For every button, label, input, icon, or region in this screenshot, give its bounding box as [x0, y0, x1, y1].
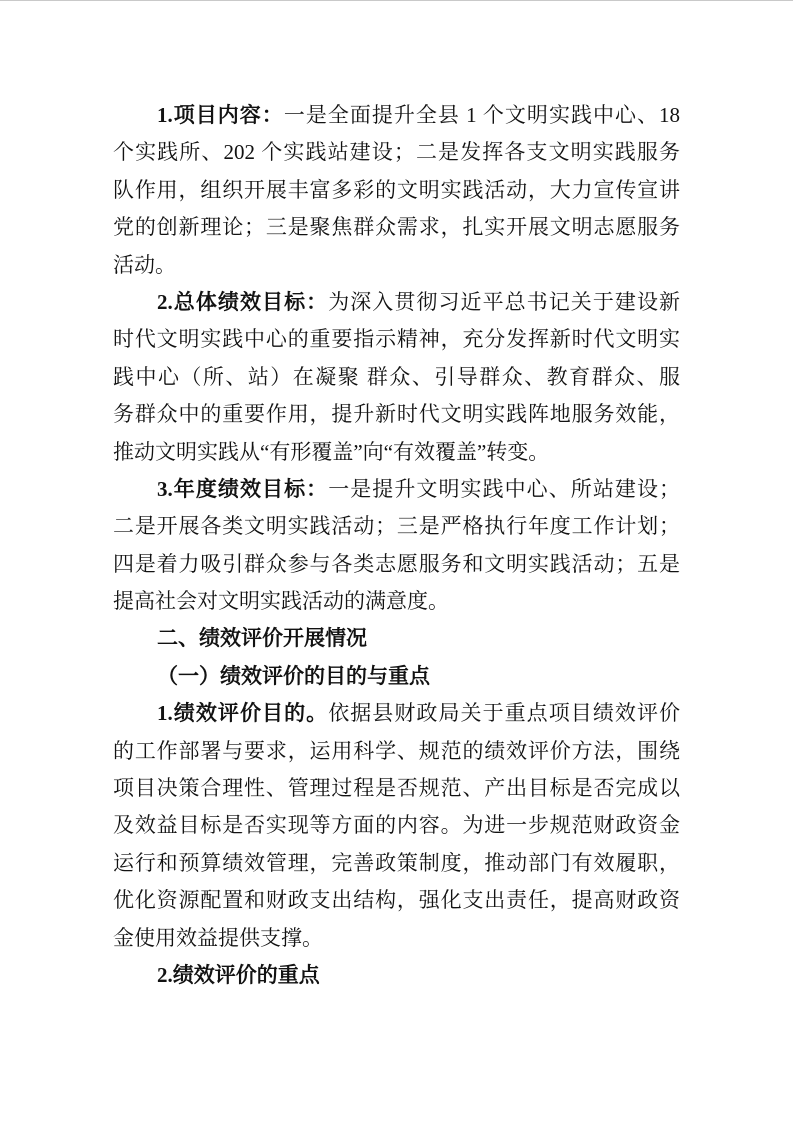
document-body: [113, 97, 680, 994]
line-text: 及效益目标是否实现等方面的内容。为进一步规范财政资金: [113, 813, 680, 838]
bold-lead: 1.绩效评价目的。: [157, 701, 329, 726]
line-text: 的工作部署与要求，运用科学、规范的绩效评价方法，围绕: [113, 738, 680, 763]
bold-lead: 2.总体绩效目标：: [157, 289, 329, 314]
paragraph-line: [113, 770, 680, 807]
bold-lead: 3.年度绩效目标：: [157, 476, 329, 501]
paragraph-line: [113, 434, 680, 471]
line-text: 二是开展各类文明实践活动；三是严格执行年度工作计划；: [113, 514, 680, 539]
line-text: 一是提升文明实践中心、所站建设；: [328, 476, 680, 501]
paragraph-line: [113, 733, 680, 770]
paragraph-line: [113, 583, 680, 620]
line-text: 依据县财政局关于重点项目绩效评价: [328, 701, 680, 726]
line-text: 活动。: [113, 252, 176, 277]
paragraph-line: [113, 172, 680, 209]
paragraph-line: [113, 247, 680, 284]
line-text: 运行和预算绩效管理，完善政策制度，推动部门有效履职，: [113, 850, 680, 875]
paragraph-line: [113, 508, 680, 545]
paragraph-line: [113, 845, 680, 882]
line-text: 时代文明实践中心的重要指示精神，充分发挥新时代文明实: [113, 327, 680, 352]
paragraph-line: [113, 695, 680, 732]
paragraph-line: [113, 882, 680, 919]
line-text: 推动文明实践从“有形覆盖”向“有效覆盖”转变。: [113, 439, 550, 464]
subsection-heading: [113, 957, 680, 994]
line-text: 践中心（所、站）在凝聚 群众、引导群众、教育群众、服: [113, 364, 680, 389]
subsection-heading: [113, 658, 680, 695]
line-text: 党的创新理论；三是聚焦群众需求，扎实开展文明志愿服务: [113, 215, 680, 240]
line-text: 项目决策合理性、管理过程是否规范、产出目标是否完成以: [113, 776, 680, 801]
line-text: 为深入贯彻习近平总书记关于建设新: [328, 289, 680, 314]
paragraph-line: [113, 920, 680, 957]
bold-lead: 1.项目内容：: [157, 103, 284, 127]
paragraph-line: [113, 807, 680, 844]
heading-text: 二、绩效评价开展情况: [157, 627, 367, 651]
paragraph-line: [113, 209, 680, 246]
paragraph-line: [113, 359, 680, 396]
line-text: 一是全面提升全县 1 个文明实践中心、18: [283, 103, 680, 127]
paragraph-line: [113, 471, 680, 508]
paragraph-line: [113, 321, 680, 358]
line-text: 优化资源配置和财政支出结构，强化支出责任，提高财政资: [113, 888, 680, 913]
heading-text: 2.绩效评价的重点: [157, 962, 320, 987]
paragraph-line: [113, 396, 680, 433]
line-text: 队作用，组织开展丰富多彩的文明实践活动，大力宣传宣讲: [113, 177, 680, 202]
line-text: 金使用效益提供支撑。: [113, 925, 323, 950]
paragraph-line: [113, 284, 680, 321]
heading-text: （一）绩效评价的目的与重点: [157, 663, 430, 688]
paragraph-line: [113, 97, 680, 134]
paragraph-line: [113, 134, 680, 171]
line-text: 四是着力吸引群众参与各类志愿服务和文明实践活动；五是: [113, 551, 680, 576]
line-text: 务群众中的重要作用，提升新时代文明实践阵地服务效能，: [113, 402, 680, 427]
section-heading: [113, 620, 680, 657]
paragraph-line: [113, 546, 680, 583]
line-text: 提高社会对文明实践活动的满意度。: [113, 589, 449, 614]
line-text: 个实践所、202 个实践站建设；二是发挥各支文明实践服务: [113, 140, 680, 165]
